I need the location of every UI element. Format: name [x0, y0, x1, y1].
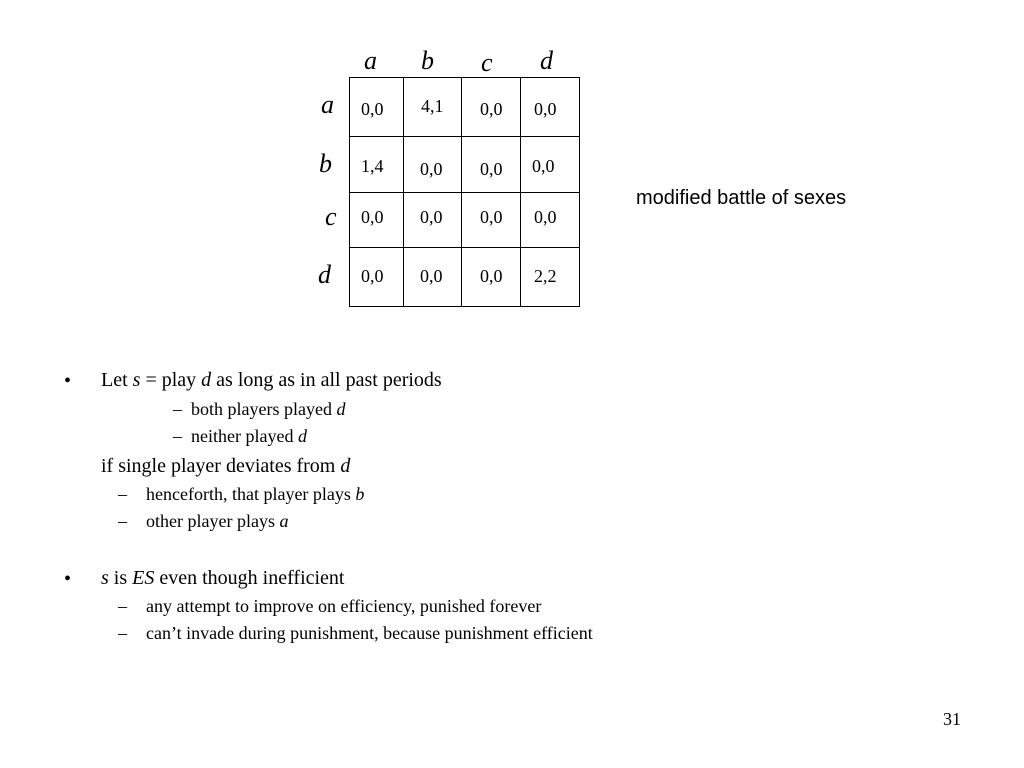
row-header-d: d: [318, 260, 331, 289]
bullet-1-text: Let s = play d as long as in all past periods: [101, 369, 442, 391]
sub-dash-2: –: [173, 426, 182, 446]
cell-d-c: 0,0: [480, 266, 503, 286]
cell-a-b: 4,1: [421, 96, 444, 116]
cell-a-a: 0,0: [361, 99, 384, 119]
cell-b-c: 0,0: [480, 159, 503, 179]
sub-dash-3: –: [118, 484, 127, 504]
row-header-b: b: [319, 149, 332, 178]
cell-b-a: 1,4: [361, 156, 384, 176]
cell-c-a: 0,0: [361, 207, 384, 227]
cell-a-c: 0,0: [480, 99, 503, 119]
bullet-marker-1: •: [64, 370, 72, 392]
matrix-caption: modified battle of sexes: [636, 187, 847, 209]
sub-bullet-2-1: any attempt to improve on efficiency, punished forever: [146, 596, 542, 616]
sub-dash-1: –: [173, 399, 182, 419]
sub-bullet-1-2: neither played d: [191, 426, 307, 446]
sub-dash-6: –: [118, 623, 127, 643]
sub-bullet-2-2: can’t invade during punishment, because punishment efficient: [146, 623, 593, 643]
cell-b-b: 0,0: [420, 159, 443, 179]
cell-c-c: 0,0: [480, 207, 503, 227]
col-header-d: d: [540, 46, 553, 75]
sub-bullet-1-3: henceforth, that player plays b: [146, 484, 365, 504]
cell-c-b: 0,0: [420, 207, 443, 227]
col-header-a: a: [364, 46, 377, 75]
cell-d-d: 2,2: [534, 266, 557, 286]
page-number: 31: [943, 709, 961, 729]
cell-d-a: 0,0: [361, 266, 384, 286]
sub-bullet-1-1: both players played d: [191, 399, 346, 419]
bullet-1-continuation: if single player deviates from d: [101, 455, 351, 477]
cell-d-b: 0,0: [420, 266, 443, 286]
sub-dash-4: –: [118, 511, 127, 531]
bullet-2-text: s is ES even though inefficient: [101, 567, 345, 589]
cell-a-d: 0,0: [534, 99, 557, 119]
cell-b-d: 0,0: [532, 156, 555, 176]
row-header-c: c: [325, 202, 337, 231]
sub-bullet-1-4: other player plays a: [146, 511, 289, 531]
row-header-a: a: [321, 90, 334, 119]
col-header-b: b: [421, 46, 434, 75]
cell-c-d: 0,0: [534, 207, 557, 227]
col-header-c: c: [481, 48, 493, 77]
sub-dash-5: –: [118, 596, 127, 616]
bullet-marker-2: •: [64, 568, 72, 590]
